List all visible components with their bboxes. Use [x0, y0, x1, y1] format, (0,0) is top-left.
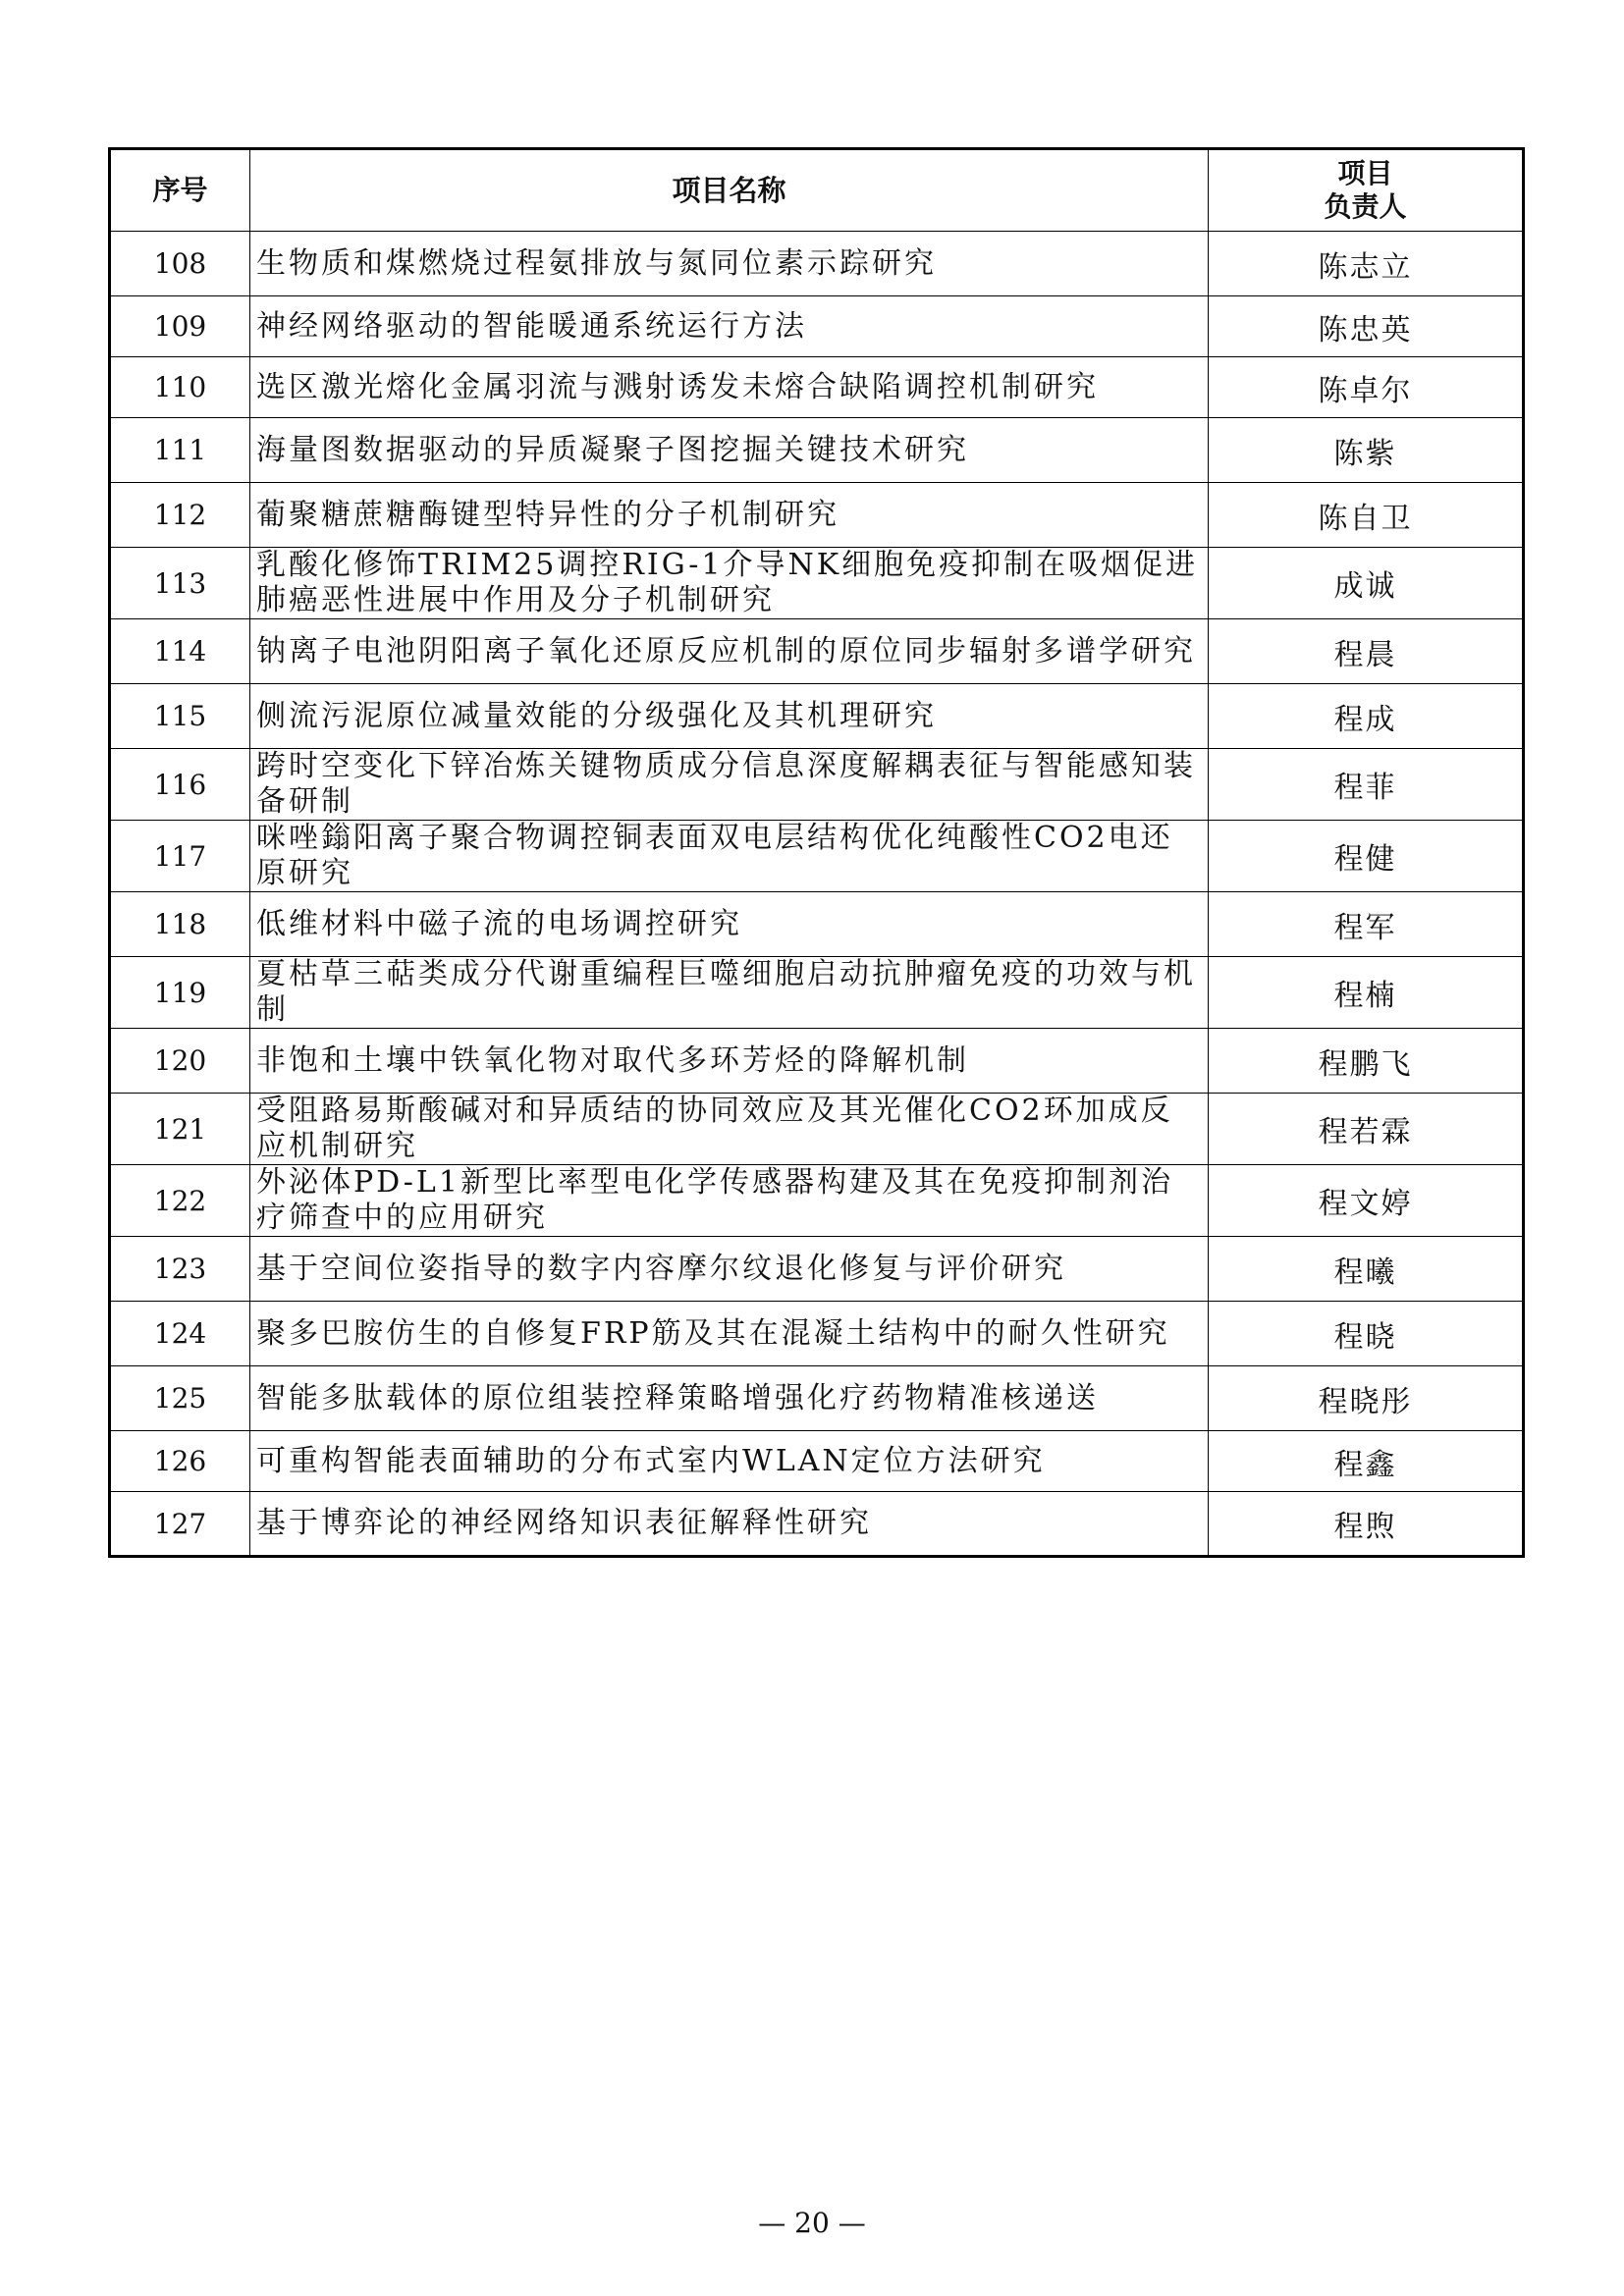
row-lead: 程晓彤 [1209, 1366, 1524, 1431]
header-lead [1209, 149, 1524, 232]
row-name: 可重构智能表面辅助的分布式室内WLAN定位方法研究 [250, 1431, 1209, 1492]
row-lead: 程菲 [1209, 749, 1524, 821]
row-no: 127 [110, 1492, 250, 1557]
table-row [110, 892, 1524, 957]
row-no: 114 [110, 619, 250, 684]
row-no: 118 [110, 892, 250, 957]
row-no: 113 [110, 548, 250, 619]
row-lead: 陈卓尔 [1209, 357, 1524, 418]
row-name: 跨时空变化下锌冶炼关键物质成分信息深度解耦表征与智能感知装备研制 [250, 749, 1209, 821]
header-no: 序号 [110, 149, 250, 232]
row-no: 109 [110, 296, 250, 357]
row-name: 低维材料中磁子流的电场调控研究 [250, 892, 1209, 957]
row-no: 123 [110, 1237, 250, 1302]
row-no: 108 [110, 232, 250, 296]
row-no: 122 [110, 1165, 250, 1237]
row-name: 咪唑鎓阳离子聚合物调控铜表面双电层结构优化纯酸性CO2电还原研究 [250, 821, 1209, 892]
row-name: 外泌体PD-L1新型比率型电化学传感器构建及其在免疫抑制剂治疗筛查中的应用研究 [250, 1165, 1209, 1237]
project-table [108, 147, 1525, 1558]
row-name: 聚多巴胺仿生的自修复FRP筋及其在混凝土结构中的耐久性研究 [250, 1302, 1209, 1366]
row-name: 智能多肽载体的原位组装控释策略增强化疗药物精准核递送 [250, 1366, 1209, 1431]
table-row [110, 1431, 1524, 1492]
table-row [110, 1165, 1524, 1237]
header-name: 项目名称 [250, 149, 1209, 232]
row-name: 夏枯草三萜类成分代谢重编程巨噬细胞启动抗肿瘤免疫的功效与机制 [250, 957, 1209, 1029]
table-row [110, 619, 1524, 684]
row-name: 海量图数据驱动的异质凝聚子图挖掘关键技术研究 [250, 418, 1209, 483]
row-lead: 程健 [1209, 821, 1524, 892]
row-name: 基于博弈论的神经网络知识表征解释性研究 [250, 1492, 1209, 1557]
row-lead: 陈志立 [1209, 232, 1524, 296]
row-lead: 程成 [1209, 684, 1524, 749]
row-lead: 陈自卫 [1209, 483, 1524, 548]
row-name: 生物质和煤燃烧过程氨排放与氮同位素示踪研究 [250, 232, 1209, 296]
row-no: 126 [110, 1431, 250, 1492]
table-row [110, 1029, 1524, 1094]
row-no: 120 [110, 1029, 250, 1094]
row-no: 119 [110, 957, 250, 1029]
row-name: 侧流污泥原位减量效能的分级强化及其机理研究 [250, 684, 1209, 749]
row-lead: 程若霖 [1209, 1094, 1524, 1165]
row-no: 112 [110, 483, 250, 548]
table-row [110, 957, 1524, 1029]
row-name: 神经网络驱动的智能暖通系统运行方法 [250, 296, 1209, 357]
row-name: 受阻路易斯酸碱对和异质结的协同效应及其光催化CO2环加成反应机制研究 [250, 1094, 1209, 1165]
table-row [110, 749, 1524, 821]
table-header-row [110, 149, 1524, 232]
row-no: 111 [110, 418, 250, 483]
row-name: 乳酸化修饰TRIM25调控RIG-1介导NK细胞免疫抑制在吸烟促进肺癌恶性进展中作用及分子机制研究 [250, 548, 1209, 619]
row-lead: 程鑫 [1209, 1431, 1524, 1492]
table-row [110, 1237, 1524, 1302]
row-lead: 程鹏飞 [1209, 1029, 1524, 1094]
row-lead: 程文婷 [1209, 1165, 1524, 1237]
table-row [110, 357, 1524, 418]
row-name: 选区激光熔化金属羽流与溅射诱发未熔合缺陷调控机制研究 [250, 357, 1209, 418]
row-no: 116 [110, 749, 250, 821]
row-lead: 程煦 [1209, 1492, 1524, 1557]
table-row [110, 548, 1524, 619]
header-lead-line2: 负责人 [1324, 190, 1407, 223]
row-no: 124 [110, 1302, 250, 1366]
table-row [110, 483, 1524, 548]
table-row [110, 684, 1524, 749]
table-row [110, 296, 1524, 357]
row-name: 钠离子电池阴阳离子氧化还原反应机制的原位同步辐射多谱学研究 [250, 619, 1209, 684]
row-no: 121 [110, 1094, 250, 1165]
table-row [110, 232, 1524, 296]
table-row [110, 1492, 1524, 1557]
table-row [110, 418, 1524, 483]
row-lead: 陈忠英 [1209, 296, 1524, 357]
row-lead: 程曦 [1209, 1237, 1524, 1302]
table-row [110, 1094, 1524, 1165]
row-lead: 程晨 [1209, 619, 1524, 684]
row-no: 125 [110, 1366, 250, 1431]
row-lead: 程军 [1209, 892, 1524, 957]
row-lead: 成诚 [1209, 548, 1524, 619]
row-name: 基于空间位姿指导的数字内容摩尔纹退化修复与评价研究 [250, 1237, 1209, 1302]
table-row [110, 1302, 1524, 1366]
row-lead: 程晓 [1209, 1302, 1524, 1366]
page-number: — 20 — [758, 2207, 866, 2239]
row-no: 110 [110, 357, 250, 418]
row-lead: 程楠 [1209, 957, 1524, 1029]
table-row [110, 1366, 1524, 1431]
row-no: 115 [110, 684, 250, 749]
row-name: 葡聚糖蔗糖酶键型特异性的分子机制研究 [250, 483, 1209, 548]
row-name: 非饱和土壤中铁氧化物对取代多环芳烃的降解机制 [250, 1029, 1209, 1094]
row-lead: 陈紫 [1209, 418, 1524, 483]
header-lead-line1: 项目 [1337, 157, 1393, 189]
table-row [110, 821, 1524, 892]
row-no: 117 [110, 821, 250, 892]
